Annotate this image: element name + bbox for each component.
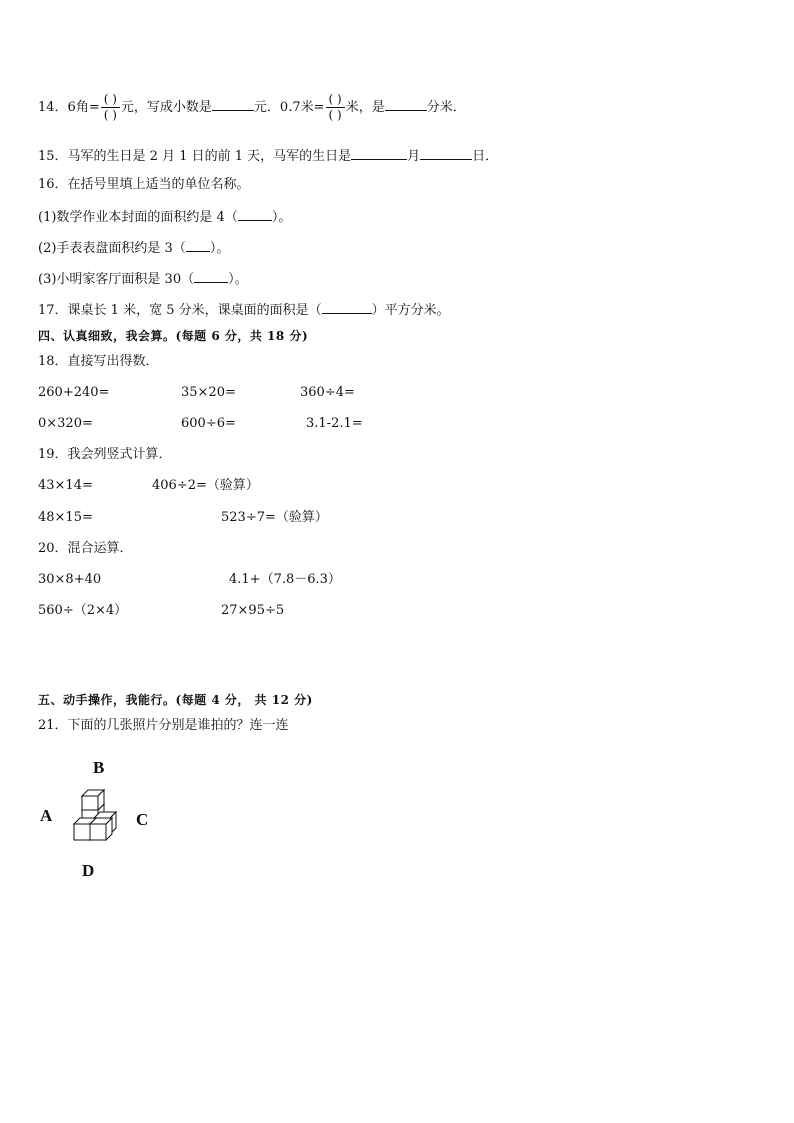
q20-expr-2: 4.1+（7.8－6.3） (229, 572, 341, 587)
view-label-b: B (93, 758, 105, 777)
q14-fraction-1-numerator: ( ) (101, 92, 120, 108)
q16-item-1-end: ）。 (271, 210, 292, 225)
q16-item-1-text: (1)数学作业本封面的面积约是 4（ (38, 210, 238, 225)
q15-text-2: 月 (407, 149, 421, 164)
q14-fraction-1-denominator: ( ) (103, 108, 117, 122)
q19-expr-3: 48×15= (38, 510, 93, 525)
q18-expr-3: 360÷4= (300, 385, 355, 400)
q17-text-2: ）平方分米。 (371, 303, 450, 318)
q20-expr-1: 30×8+40 (38, 572, 102, 587)
question-19-title: 19．我会列竖式计算． (38, 447, 172, 462)
q15-blank-month[interactable] (351, 146, 407, 160)
q16-blank-1[interactable] (238, 207, 272, 221)
q14-text-5: 分米． (426, 100, 466, 115)
question-18-title: 18．直接写出得数． (38, 354, 159, 369)
q14-text-2: 元，写成小数是 (120, 100, 212, 115)
view-label-a: A (40, 806, 53, 825)
q14-text-1: 14．6角= (38, 100, 100, 115)
q16-item-2-text: (2)手表表盘面积约是 3（ (38, 241, 186, 256)
q15-text-1: 15．马军的生日是 2 月 1 日的前 1 天，马军的生日是 (38, 149, 352, 164)
q16-item-3-text: (3)小明家客厅面积是 30（ (38, 272, 195, 287)
q20-expr-4: 27×95÷5 (221, 603, 285, 618)
q14-fraction-2-denominator: ( ) (328, 108, 342, 122)
question-16-item-2 (38, 238, 229, 258)
section-5-heading: 五、动手操作，我能行。(每题 4 分， 共 12 分) (38, 693, 313, 707)
q19-expr-2: 406÷2=（验算） (152, 478, 259, 493)
q16-blank-2[interactable] (186, 238, 210, 252)
section-4-heading: 四、认真细致，我会算。(每题 6 分，共 18 分) (38, 329, 309, 343)
question-17 (38, 300, 450, 320)
q16-item-2-end: ）。 (209, 241, 230, 256)
q17-blank[interactable] (322, 300, 372, 314)
question-14 (38, 92, 466, 123)
question-21-title: 21．下面的几张照片分别是谁拍的？连一连 (38, 718, 289, 733)
view-label-d: D (82, 861, 95, 880)
q18-expr-1: 260+240= (38, 385, 110, 400)
q14-blank-2[interactable] (385, 97, 427, 111)
cube-stack-figure (68, 788, 128, 848)
q14-text-4: 米，是 (345, 100, 385, 115)
question-16-item-3 (38, 269, 248, 289)
q15-text-3: 日． (472, 149, 499, 164)
question-16-title: 16．在括号里填上适当的单位名称。 (38, 177, 250, 192)
q16-item-3-end: ）。 (228, 272, 248, 287)
q18-expr-4: 0×320= (38, 416, 93, 431)
q20-expr-3: 560÷（2×4） (38, 603, 128, 618)
question-20-title: 20．混合运算． (38, 541, 133, 556)
q19-expr-4: 523÷7=（验算） (221, 510, 328, 525)
question-16-item-1 (38, 207, 291, 227)
q18-expr-6: 3.1-2.1= (306, 416, 363, 431)
q18-expr-5: 600÷6= (181, 416, 236, 431)
q14-fraction-1 (101, 92, 120, 123)
q14-text-3: 元．0.7米= (253, 100, 325, 115)
view-label-c: C (136, 810, 149, 829)
q17-text-1: 17．课桌长 1 米，宽 5 分米，课桌面的面积是（ (38, 303, 322, 318)
q15-blank-day[interactable] (420, 146, 472, 160)
q14-fraction-2-numerator: ( ) (326, 92, 345, 108)
q14-fraction-2 (326, 92, 345, 123)
q16-blank-3[interactable] (194, 269, 228, 283)
question-15 (38, 146, 498, 166)
q18-expr-2: 35×20= (181, 385, 236, 400)
q19-expr-1: 43×14= (38, 478, 93, 493)
q14-blank-1[interactable] (212, 97, 254, 111)
